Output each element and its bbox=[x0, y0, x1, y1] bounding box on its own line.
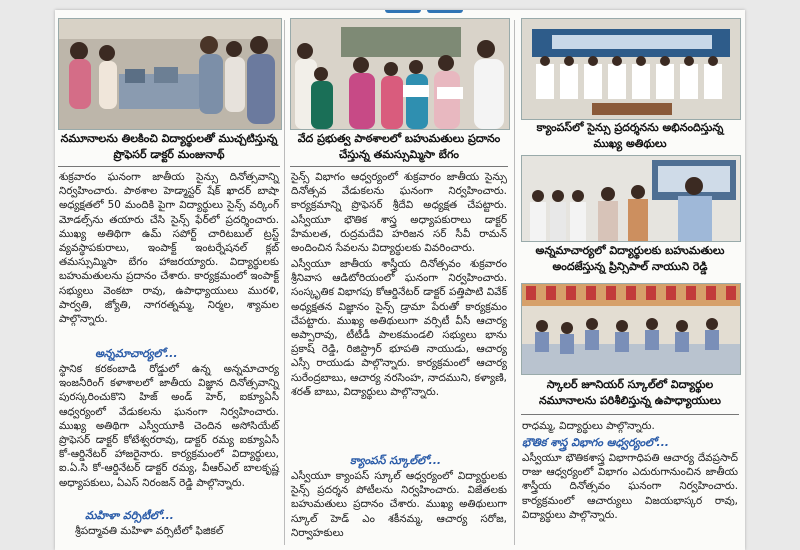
section-subhead: క్యాంపస్ స్కూల్‌లో... bbox=[350, 454, 442, 467]
article-paragraph: ఎస్వీయూ జాతీయ శాస్త్రీయ దినోత్సవం శుక్రవారం శ్రీనివాస ఆడిటోరియంలో ఘనంగా నిర్వహించారు. సంస్కృతిక విభాగపు కోఆర్డినేటర్ డాక్టర్ పత్తిపాటి వివేక్ అధ్యక్షతన విజ్ఞానం సైన్స్ డ్రామా పేరుతో కార్యక్రమం చేపట్టారు. ముఖ్య అతిథులుగా వర్సిటీ వీసీ ఆచార్య అప్పారావు, టీటీడీ పాలకమండలి సభ్యులు భాను ప్రకాష్ రెడ్డి, రిజిస్ట్రార్ భూపతి నాయుడు, ఆచార్య ఎస్సీ రాయుడు పాల్గొన్నారు. కార్యక్రమంలో ఆచార్య సురేంద్రబాబు, ఆచార్య నరసింహ, నాదముని, కళ్యాణి, శరత్ బాబు, విద్యార్థులు పాల్గొన్నారు. bbox=[291, 258, 507, 398]
article-paragraph: ఎస్వీయూ భౌతికశాస్త్ర విభాగాధిపతి ఆచార్య దేవప్రసాద్ రాజు ఆధ్వర్యంలో విభాగం ఎదురుగానుంచిన జాతీయ శాస్త్రీయ దినోత్సవం ఘనంగా నిర్వహించారు. కార్యక్రమంలో ఆచార్యులు విజయభాస్కర రావు, విద్యార్థులు పాల్గొన్నారు. bbox=[522, 452, 738, 521]
photo-prize-distribution bbox=[290, 18, 510, 130]
section-subhead: భౌతిక శాస్త్ర విభాగం ఆధ్వర్యంలో... bbox=[522, 436, 669, 449]
article-paragraph: సైన్స్ విభాగం ఆధ్వర్యంలో శుక్రవారం జాతీయ సైన్సు దినోత్సవ వేడుకలను ఘనంగా నిర్వహించారు. కార్యక్రమాన్ని ప్రొఫెసర్ శ్రీదేవి అధ్యక్షత చేపట్టారు. ఎస్వీయూ భౌతిక శాస్త్ర అధ్యాపకురాలు డాక్టర్ హేమలత, రుద్రమదేవి హరిజన సర్ సీవీ రామన్ అందించిన సేవలను విద్యార్థులకు వివరించారు. bbox=[291, 171, 507, 255]
photo-caption: స్కాలర్ జూనియర్ స్కూల్‌లో విద్యార్థుల నమూనాలను పరిశీలిస్తున్న ఉపాధ్యాయులు bbox=[539, 378, 721, 407]
article-paragraph: శుక్రవారం ఘనంగా జాతీయ సైన్సు దినోత్సవాన్ని నిర్వహించారు. పాఠశాల హెడ్మాస్టర్ షేక్ ఖాదర్ బాషా అధ్యక్షతలో 50 మందికి పైగా విద్యార్థులు సైన్స్ వర్కింగ్ మోడల్స్‌ను తయారు చేసి సైన్స్ ఫేర్‌లో ప్రదర్శించారు. ముఖ్య అతిథిగా ఉమ్ సపోర్ట్ చారిటబుల్ ట్రస్ట్ వ్యవస్థాపకురాలు, ఇంపాక్ట్ ఇంటర్నేషనల్ క్లబ్ తమస్సుమ్మిసా బేగం హాజరయ్యారు. విద్యార్థులకు బహుమతులను ప్రదానం చేశారు. కార్యక్రమంలో ఇంపాక్ట్ సభ్యులు వెంకటా రావు, ఉపాధ్యాయులు మురళి, పార్వతి, జ్యోతి, నాగరత్నమ్మ, నిర్మల, శ్యామల పాల్గొన్నారు. bbox=[59, 171, 279, 326]
article-paragraph: రాధమ్మ, విద్యార్థులు పాల్గొన్నారు. bbox=[522, 420, 655, 432]
masthead-logo bbox=[355, 10, 495, 18]
photo-campus-exhibition bbox=[521, 18, 741, 120]
photo-caption: వేద ప్రభుత్వ పాఠశాలలో బహుమతులు ప్రదానం చేస్తున్న తమస్సుమ్మిసా బేగం bbox=[297, 132, 501, 161]
photo-students-science-fair bbox=[58, 18, 282, 130]
photo-annamacharya-prizes bbox=[521, 155, 741, 242]
article-paragraph: ఎస్వీయూ క్యాంపస్ స్కూల్ ఆధ్వర్యంలో విద్యార్థులకు సైన్స్ ప్రదర్శన పోటీలను నిర్వహించారు. విజేతలకు బహుమతులు ప్రదానం చేశారు. ముఖ్య అతిథులుగా స్కూల్ హెడ్ ఎం శకీనమ్మ, ఆచార్య సరోజ, నిర్వాహకులు bbox=[291, 470, 507, 539]
article-paragraph: స్థానిక కరకంబాడి రోడ్డులో ఉన్న అన్నమాచార్య ఇంజనీరింగ్ కళాశాలలో జాతీయ విజ్ఞాన దినోత్సవాన్ని పురస్కరించుకొని హిజ్ అండ్ హెర్, ఐక్యూఏసీ ఆధ్వర్యంలో వేడుకలను ఘనంగా నిర్వహించారు. ముఖ్య అతిథిగా ఎస్వీయూకి చెందిన అసోసియేట్ ప్రొఫెసర్ డాక్టర్ కోటేశ్వరరావు, డాక్టర్ రమ్య ఐక్యూఏసీ కో-ఆర్డినేటర్ హాజరైనారు. కార్యక్రమంలో విద్యార్థులు, ఐ.ఏ.సి కో-ఆర్డినేటర్ డాక్టర్ రమ్య, వీఆర్‌ఎల్ బాలకృష్ణ అధ్యాపకులు, ఏఎస్ నిరంజన్ రెడ్డి పాల్గొన్నారు. bbox=[59, 363, 279, 489]
photo-caption: అన్నమాచార్యలో విద్యార్థులకు బహుమతులు అందజేస్తున్న ప్రిన్సిపాల్ నాయుని రెడ్డి bbox=[535, 244, 725, 273]
section-subhead: అన్నమాచార్యలో... bbox=[95, 347, 178, 360]
photo-caption: నమూనాలను తిలకించి విద్యార్థులతో ముచ్చటిస్తున్న ప్రొఫెసర్ డాక్టర్ మంజునాథ్ bbox=[60, 132, 278, 161]
photo-caption: క్యాంపస్‌లో సైన్సు ప్రదర్శనను అభినందిస్తున్న ముఖ్య అతిథులు bbox=[536, 121, 724, 150]
article-paragraph: శ్రీపద్మావతి మహిళా వర్సిటీలో ఫిజికల్ bbox=[75, 525, 224, 537]
section-subhead: మహిళా వర్సిటీలో... bbox=[85, 509, 174, 522]
newspaper-page bbox=[55, 10, 745, 550]
column-divider bbox=[284, 20, 285, 545]
column-divider bbox=[514, 20, 515, 545]
photo-scholar-school bbox=[521, 283, 741, 375]
